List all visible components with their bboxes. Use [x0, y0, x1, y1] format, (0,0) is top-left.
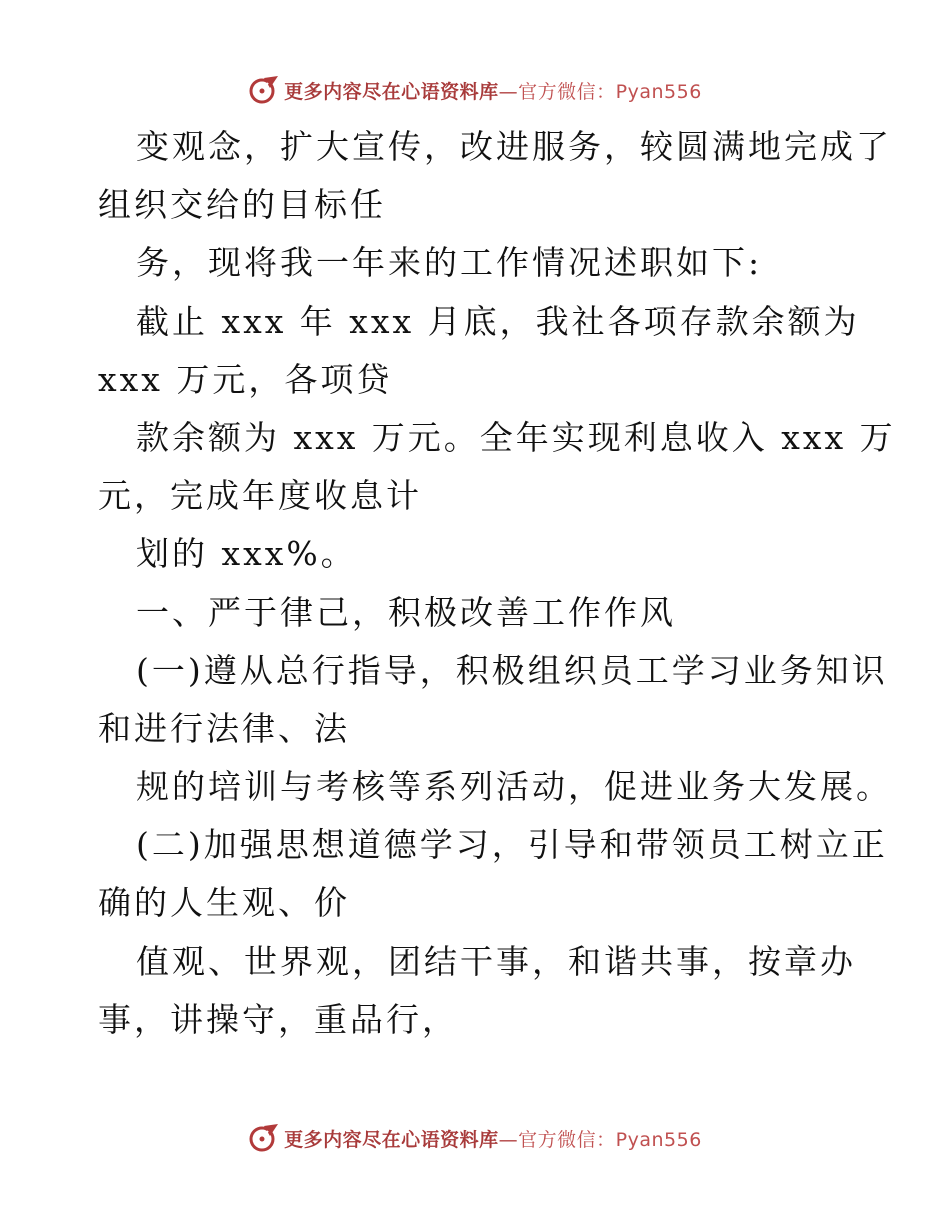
body-line: 值观、世界观，团结干事，和谐共事，按章办: [136, 941, 856, 981]
pen-nib-circle-icon: [248, 1122, 280, 1154]
footer-brand: 更多内容尽在心语资料库: [284, 1128, 499, 1151]
body-line: 务，现将我一年来的工作情况述职如下:: [136, 243, 763, 283]
body-line: 截止 xxx 年 xxx 月底，我社各项存款余额为: [136, 301, 860, 341]
body-line: 元，完成年度收息计: [98, 476, 422, 516]
body-line: 确的人生观、价: [98, 883, 350, 923]
body-line: 划的 xxx%。: [136, 534, 357, 574]
pen-nib-circle-icon: [248, 74, 280, 106]
footer-text: [284, 1125, 702, 1152]
document-body: [98, 118, 896, 1049]
body-line: 一、严于律己，积极改善工作作风: [136, 592, 676, 632]
header-dash: —: [498, 80, 519, 103]
body-line: 款余额为 xxx 万元。全年实现利息收入 xxx 万: [136, 417, 896, 457]
footer-banner: [0, 1118, 950, 1158]
body-line: (一)遵从总行指导，积极组织员工学习业务知识: [136, 650, 888, 690]
body-line: 事，讲操守，重品行，: [98, 999, 458, 1039]
header-brand: 更多内容尽在心语资料库: [284, 80, 499, 103]
header-wechat: 官方微信：Pyan556: [518, 80, 702, 103]
header-banner: [0, 70, 950, 110]
body-line: 变观念，扩大宣传，改进服务，较圆满地完成了: [136, 127, 892, 166]
footer-wechat: 官方微信：Pyan556: [518, 1128, 702, 1151]
footer-dash: —: [498, 1128, 519, 1151]
body-line: 组织交给的目标任: [98, 185, 386, 225]
body-line: 和进行法律、法: [98, 708, 350, 748]
body-line: xxx 万元，各项贷: [98, 359, 393, 399]
body-line: 规的培训与考核等系列活动，促进业务大发展。: [136, 767, 892, 807]
body-line: (二)加强思想道德学习，引导和带领员工树立正: [136, 825, 888, 865]
header-text: [284, 77, 702, 104]
